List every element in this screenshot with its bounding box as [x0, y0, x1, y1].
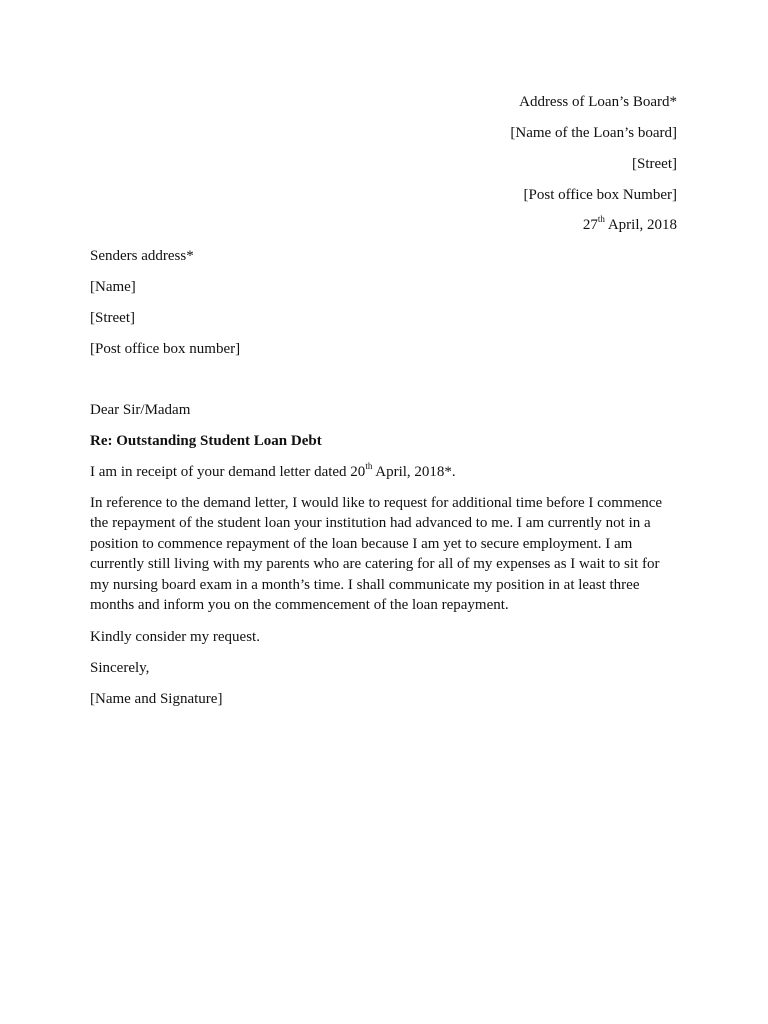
receipt-date-suffix: th [365, 461, 373, 471]
salutation: Dear Sir/Madam [90, 402, 191, 418]
letter-date [583, 216, 677, 234]
body-line: the repayment of the student loan your institution had advanced to me. I am currently not in a [90, 515, 651, 532]
sender-po-box: [Post office box number] [90, 341, 241, 357]
closing-line: Sincerely, [90, 660, 150, 676]
recipient-po-box: [Post office box Number] [523, 187, 677, 203]
body-paragraph [90, 493, 690, 615]
recipient-name: [Name of the Loan’s board] [510, 125, 677, 141]
recipient-street: [Street] [632, 156, 677, 172]
date-rest: April, 2018 [604, 217, 677, 233]
body-line: currently still living with my parents who are catering for all of my expenses as I wait to sit for [90, 556, 660, 573]
body-line: months and inform you on the commencement of the loan repayment. [90, 597, 509, 614]
sender-street: [Street] [90, 310, 135, 326]
request-line: Kindly consider my request. [90, 629, 260, 645]
sender-heading: Senders address* [90, 248, 194, 264]
signature-placeholder: [Name and Signature] [90, 691, 223, 707]
receipt-date-rest: April, 2018*. [372, 464, 456, 480]
subject-line: Re: Outstanding Student Loan Debt [90, 433, 322, 449]
receipt-sentence [90, 463, 456, 481]
sender-name: [Name] [90, 279, 136, 295]
body-line: position to commence repayment of the loan because I am yet to secure employment. I am [90, 535, 633, 552]
body-line: my nursing board exam in a month’s time. I shall communicate my position in at least three [90, 576, 640, 593]
date-suffix: th [597, 214, 605, 224]
date-day: 27 [582, 217, 598, 233]
body-line: In reference to the demand letter, I would like to request for additional time before I commence [90, 495, 663, 511]
recipient-heading: Address of Loan’s Board* [519, 94, 677, 110]
receipt-text: I am in receipt of your demand letter dated 20 [90, 464, 366, 480]
